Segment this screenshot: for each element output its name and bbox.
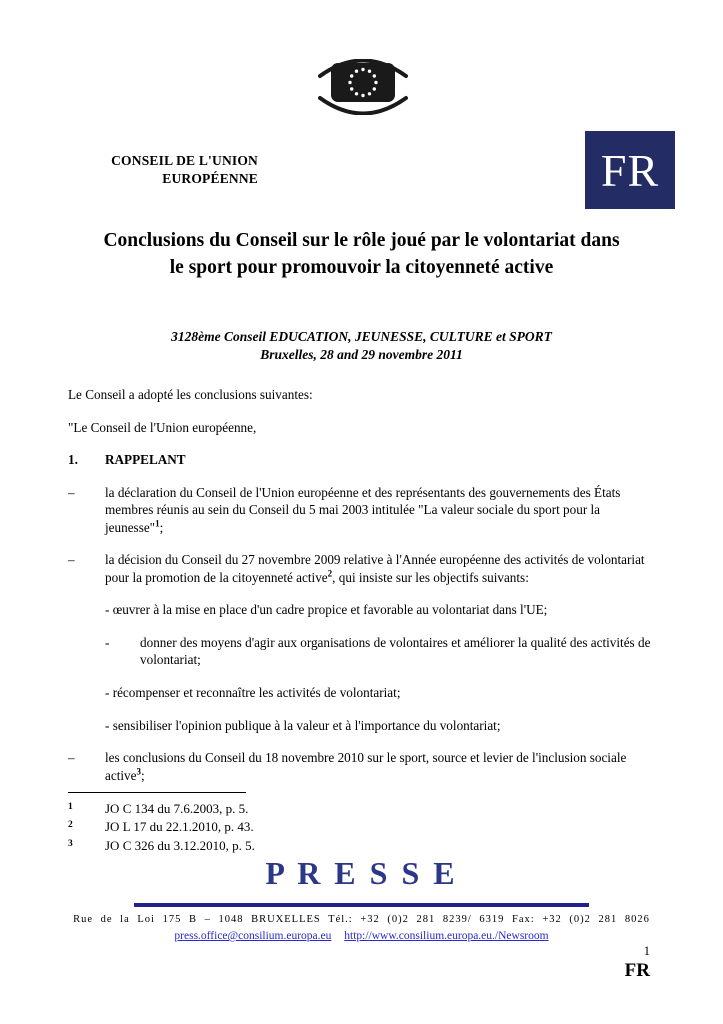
sub-bullet-dash: - xyxy=(105,634,110,650)
footnote-text: JO C 134 du 7.6.2003, p. 5. xyxy=(105,801,249,816)
footnote-separator xyxy=(68,792,246,793)
footer-address: Rue de la Loi 175 B – 1048 BRUXELLES Tél.: +32 (0)2 281 8239/ 6319 Fax: +32 (0)2 281 8026 xyxy=(73,914,650,925)
footnotes-block xyxy=(68,792,653,855)
footnote-ref-3: 3 xyxy=(136,766,141,777)
bullet-dash: – xyxy=(68,552,75,568)
footer-links xyxy=(0,930,723,942)
bullet-text-tail: ; xyxy=(140,767,145,783)
footnote-text: JO L 17 du 22.1.2010, p. 43. xyxy=(105,819,254,835)
language-badge xyxy=(585,131,675,209)
sub-bullet-item: - œuvrer à la mise en place d'un cadre propice et favorable au volontariat dans l'UE; xyxy=(105,602,548,618)
footnote-number: 1 xyxy=(68,802,73,812)
bullet-dash: – xyxy=(68,484,75,500)
sub-bullet-item: - récompenser et reconnaître les activités de volontariat; xyxy=(105,685,401,701)
bullet-item xyxy=(68,551,653,586)
quote-open-paragraph: "Le Conseil de l'Union européenne, xyxy=(68,419,257,435)
sub-bullet-text: donner des moyens d'agir aux organisations de volontaires et améliorer la qualité des activités de volontariat; xyxy=(140,634,651,668)
bullet-text-tail: ; xyxy=(159,519,164,535)
press-divider xyxy=(134,903,589,907)
bullet-text-main: la déclaration du Conseil de l'Union européenne et des représentants des gouvernements des États membres réunis au sein du Conseil du 5 mai 2003 intitulée "La valeur sociale du sport pour la jeunesse" xyxy=(105,484,621,535)
footnote-item xyxy=(68,837,653,855)
document-title-line1: Conclusions du Conseil sur le rôle joué par le volontariat dans xyxy=(103,230,620,251)
session-info xyxy=(40,328,683,365)
bullet-text xyxy=(105,484,653,537)
footnote-item xyxy=(68,800,653,818)
session-date: Bruxelles, 28 and 29 novembre 2011 xyxy=(260,347,463,363)
footnote-number: 3 xyxy=(68,838,73,849)
bullet-item xyxy=(68,749,653,784)
document-body xyxy=(68,386,653,799)
section-heading xyxy=(68,451,653,469)
bullet-text-main: la décision du Conseil du 27 novembre 2009 relative à l'Année européenne des activités de volontariat pour la promotion de la citoyenneté active xyxy=(105,552,645,585)
newsroom-link[interactable]: http://www.consilium.europa.eu./Newsroom xyxy=(344,930,549,942)
language-badge-label: FR xyxy=(600,144,660,196)
page-number: 1 xyxy=(643,944,650,958)
footer-language-code: FR xyxy=(624,960,650,981)
press-email-link[interactable]: press.office@consilium.europa.eu xyxy=(174,930,332,942)
bullet-dash: – xyxy=(68,750,75,766)
bullet-text xyxy=(105,551,653,586)
org-name xyxy=(95,152,258,187)
session-name: 3128ème Conseil EDUCATION, JEUNESSE, CULTURE et SPORT xyxy=(171,329,552,344)
bullet-text-tail: , qui insiste sur les objectifs suivants: xyxy=(332,569,529,585)
footnote-ref-1: 1 xyxy=(155,518,160,529)
sub-bullet-item xyxy=(105,634,653,669)
press-banner: P R E S S E xyxy=(265,855,458,891)
sub-bullet-list xyxy=(105,601,653,734)
org-name-line1: CONSEIL DE L'UNION xyxy=(111,153,258,168)
bullet-text xyxy=(105,749,653,784)
footnote-item xyxy=(68,818,653,836)
intro-paragraph: Le Conseil a adopté les conclusions suivantes: xyxy=(68,387,313,402)
section-number: 1. xyxy=(68,452,78,468)
bullet-text-main: les conclusions du Conseil du 18 novembre 2010 sur le sport, source et levier de l'inclusion sociale active xyxy=(105,750,627,783)
org-name-line2: EUROPÉENNE xyxy=(162,170,258,186)
council-eu-logo-icon xyxy=(318,59,408,115)
footnote-text: JO C 326 du 3.12.2010, p. 5. xyxy=(105,837,255,853)
footnote-number: 2 xyxy=(68,820,73,831)
sub-bullet-item: - sensibiliser l'opinion publique à la valeur et à l'importance du volontariat; xyxy=(105,717,501,733)
document-title-line2: le sport pour promouvoir la citoyenneté active xyxy=(169,256,554,278)
bullet-item xyxy=(68,484,653,537)
section-heading-label: RAPPELANT xyxy=(105,452,186,468)
footnote-ref-2: 2 xyxy=(327,568,333,579)
document-title xyxy=(40,228,683,282)
